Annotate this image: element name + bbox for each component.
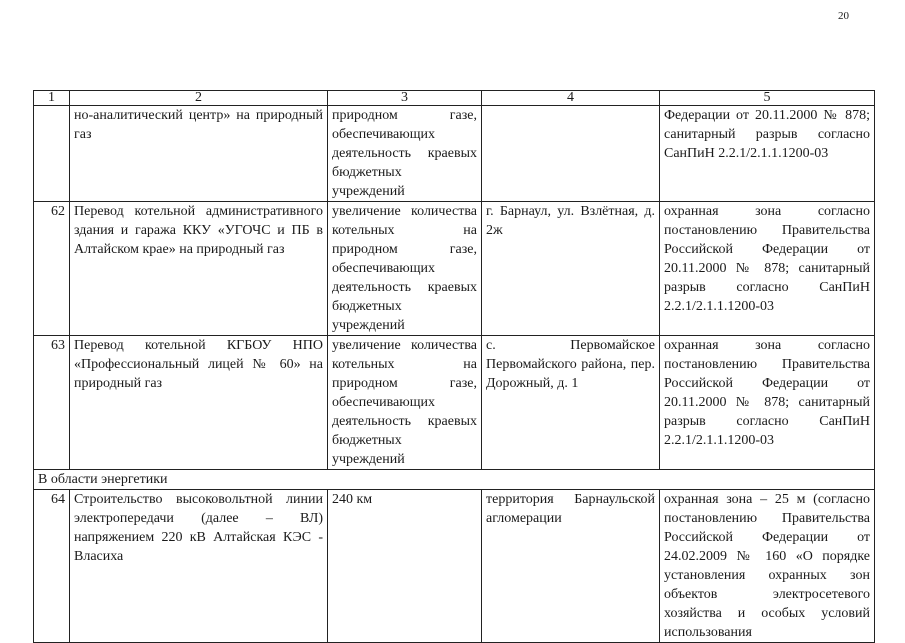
- row-number: [34, 106, 70, 202]
- table-row: [34, 490, 875, 643]
- zone-cell: охранная зона согласно постановлению Правительства Российской Федерации от 20.11.2000 № 878; санитарный разрыв согласно СанПиН 2.2.1/2.1.1.1200-03: [660, 202, 875, 336]
- location-cell: с. Первомайское Первомайского района, пер. Дорожный, д. 1: [482, 336, 660, 470]
- zone-cell: охранная зона согласно постановлению Правительства Российской Федерации от 20.11.2000 № 878; санитарный разрыв согласно СанПиН 2.2.1/2.1.1.1200-03: [660, 336, 875, 470]
- zone-cell: охранная зона – 25 м (согласно постановлению Правительства Российской Федерации от 24.02.2009 № 160 «О порядке установления охранных зон объектов электросетевого хозяйства и особых условий использования: [660, 490, 875, 643]
- location-cell: г. Барнаул, ул. Взлётная, д. 2ж: [482, 202, 660, 336]
- section-row: [34, 470, 875, 490]
- zone-cell: Федерации от 20.11.2000 № 878; санитарный разрыв согласно СанПиН 2.2.1/2.1.1.1200-03: [660, 106, 875, 202]
- object-name-cell: Строительство высоковольтной линии электропередачи (далее – ВЛ) напряжением 220 кВ Алтайская КЭС - Власиха: [70, 490, 328, 643]
- row-number: 62: [34, 202, 70, 336]
- purpose-cell: увеличение количества котельных на природном газе, обеспечивающих деятельность краевых бюджетных учреждений: [328, 202, 482, 336]
- column-header: 2: [70, 91, 328, 106]
- section-title: В области энергетики: [34, 470, 875, 490]
- column-header: 5: [660, 91, 875, 106]
- table-header-row: [34, 91, 875, 106]
- purpose-cell: увеличение количества котельных на природном газе, обеспечивающих деятельность краевых бюджетных учреждений: [328, 336, 482, 470]
- object-name-cell: Перевод котельной административного здания и гаража ККУ «УГОЧС и ПБ в Алтайском крае» на природный газ: [70, 202, 328, 336]
- column-header: 3: [328, 91, 482, 106]
- location-cell: [482, 106, 660, 202]
- table-row: [34, 202, 875, 336]
- object-name-cell: но-аналитический центр» на природный газ: [70, 106, 328, 202]
- object-name-cell: Перевод котельной КГБОУ НПО «Профессиональный лицей № 60» на природный газ: [70, 336, 328, 470]
- row-number: 64: [34, 490, 70, 643]
- column-header: 1: [34, 91, 70, 106]
- table-row: [34, 336, 875, 470]
- table-row: [34, 106, 875, 202]
- page-number: 20: [838, 10, 849, 22]
- document-table: [33, 90, 875, 643]
- column-header: 4: [482, 91, 660, 106]
- location-cell: территория Барнаульской агломерации: [482, 490, 660, 643]
- row-number: 63: [34, 336, 70, 470]
- purpose-cell: 240 км: [328, 490, 482, 643]
- purpose-cell: природном газе, обеспечивающих деятельность краевых бюджетных учреждений: [328, 106, 482, 202]
